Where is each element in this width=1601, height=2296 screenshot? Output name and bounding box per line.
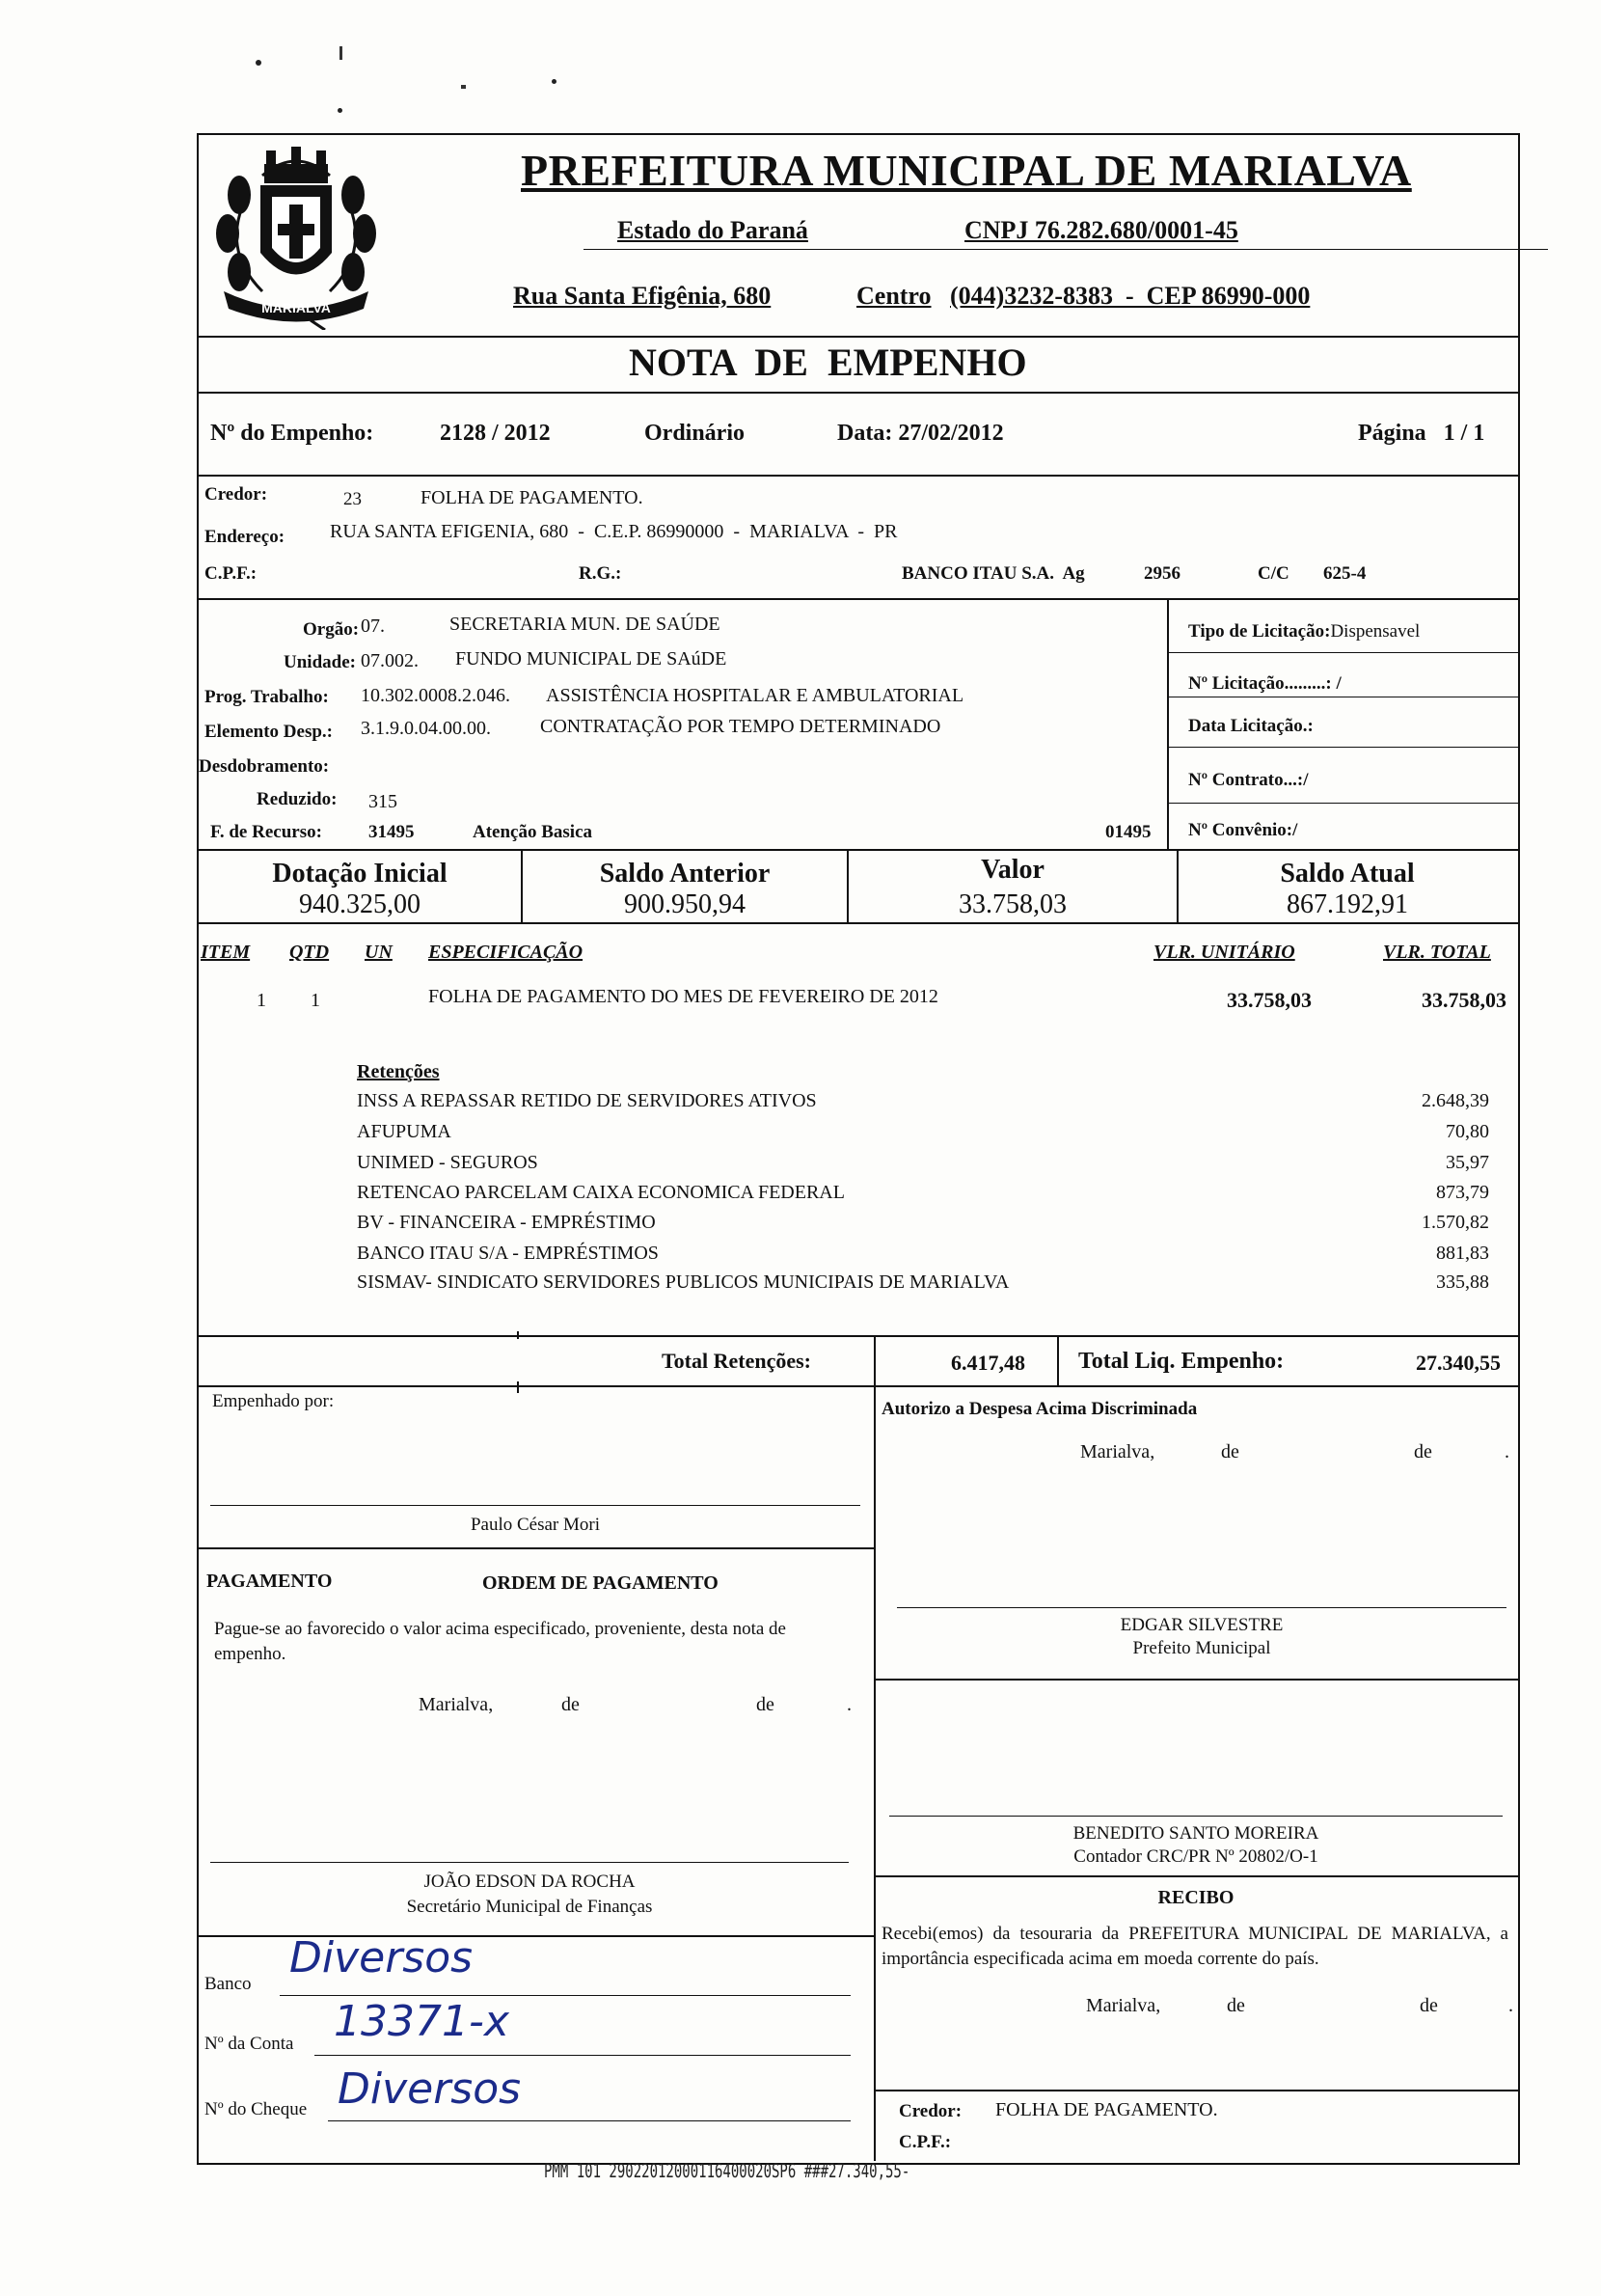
- divider: [197, 392, 1518, 394]
- empenho-number: 2128 / 2012: [440, 421, 551, 446]
- retencao-value: 35,97: [1446, 1152, 1489, 1173]
- item-number: 1: [257, 990, 266, 1011]
- item-unit-value: 33.758,03: [1227, 988, 1312, 1012]
- retencoes-title: Retenções: [357, 1061, 440, 1082]
- recibo-date-dot: .: [1508, 1995, 1513, 2016]
- left-date-city: Marialva,: [419, 1694, 494, 1715]
- conta-label: Nº da Conta: [204, 2034, 294, 2054]
- retencao-value: 1.570,82: [1422, 1212, 1489, 1233]
- tick-mark: [517, 1331, 519, 1339]
- rg-label: R.G.:: [579, 563, 622, 584]
- city-hall-title: PREFEITURA MUNICIPAL DE MARIALVA: [521, 146, 1412, 195]
- balance-dotacao-value: 940.325,00: [299, 889, 421, 919]
- prefeito-title: Prefeito Municipal: [1132, 1638, 1271, 1658]
- recurso-code: 31495: [368, 822, 415, 842]
- col-total-value: VLR. TOTAL: [1383, 942, 1491, 963]
- retencao-label: UNIMED - SEGUROS: [357, 1152, 538, 1173]
- elemento-name: CONTRATAÇÃO POR TEMPO DETERMINADO: [540, 716, 941, 737]
- divider: [1167, 803, 1518, 804]
- licitacao-type-label: [1188, 621, 1420, 642]
- cheque-handwriting: Diversos: [338, 2064, 522, 2114]
- footer-control-code: PMM 101 29022012000116400020SP6 ###27.340,55-: [544, 2161, 910, 2183]
- banco-line: [280, 1995, 851, 1996]
- credor-address: RUA SANTA EFIGENIA, 680 - C.E.P. 86990000 - MARIALVA - PR: [330, 521, 898, 542]
- unidade-label: Unidade:: [284, 652, 356, 672]
- total-liquido-label: Total Liq. Empenho:: [1078, 1349, 1285, 1374]
- left-date-dot: .: [847, 1694, 852, 1715]
- empenho-label: Nº do Empenho:: [210, 421, 374, 446]
- orgao-code: 07.: [361, 615, 385, 637]
- recibo-date-city: Marialva,: [1086, 1995, 1161, 2016]
- licitacao-type-label-text: Tipo de Licitação:: [1188, 621, 1331, 642]
- balance-valor-value: 33.758,03: [959, 889, 1067, 919]
- contract-number: Nº Contrato...:/: [1188, 770, 1309, 790]
- prog-label: Prog. Trabalho:: [204, 687, 329, 707]
- right-date-city: Marialva,: [1080, 1441, 1155, 1462]
- retencao-label: SISMAV- SINDICATO SERVIDORES PUBLICOS MUNICIPAIS DE MARIALVA: [357, 1271, 1010, 1293]
- scan-speck: [552, 79, 556, 84]
- signature-line: [210, 1862, 849, 1863]
- left-date-de2: de: [756, 1694, 774, 1715]
- divider: [197, 475, 1518, 477]
- scan-speck: [461, 85, 466, 89]
- retencao-value: 881,83: [1436, 1243, 1489, 1264]
- divider: [874, 2090, 1518, 2091]
- recibo-date-de2: de: [1420, 1995, 1438, 2016]
- orgao-label: Orgão:: [303, 619, 360, 640]
- autorizo-label: Autorizo a Despesa Acima Discriminada: [882, 1399, 1198, 1419]
- banco-handwriting: Diversos: [289, 1933, 474, 1982]
- retencao-label: AFUPUMA: [357, 1121, 451, 1142]
- banco-label: Banco: [204, 1974, 252, 1994]
- divider: [197, 1335, 1518, 1337]
- divider: [874, 1335, 876, 1385]
- address-street: Rua Santa Efigênia, 680: [513, 282, 772, 310]
- scan-speck: [339, 46, 342, 60]
- divider: [1057, 1335, 1059, 1385]
- bank-agency: 2956: [1144, 563, 1180, 584]
- recurso-label: F. de Recurso:: [210, 822, 322, 842]
- recibo-credor-label: Credor:: [899, 2101, 963, 2121]
- prog-name: ASSISTÊNCIA HOSPITALAR E AMBULATORIAL: [546, 685, 964, 706]
- item-qty: 1: [311, 990, 320, 1011]
- elemento-label: Elemento Desp.:: [204, 722, 333, 742]
- retencao-value: 2.648,39: [1422, 1090, 1489, 1111]
- recurso-extra: 01495: [1105, 822, 1152, 842]
- recurso-name: Atenção Basica: [473, 822, 593, 842]
- cheque-label: Nº do Cheque: [204, 2099, 308, 2119]
- secretary-title: Secretário Municipal de Finanças: [406, 1897, 653, 1917]
- signature-line: [897, 1607, 1506, 1608]
- credor-label: Credor:: [204, 484, 268, 505]
- col-item: ITEM: [201, 942, 251, 963]
- divider: [197, 598, 1518, 600]
- ordem-label: ORDEM DE PAGAMENTO: [482, 1572, 719, 1594]
- empenhado-por-label: Empenhado por:: [212, 1391, 335, 1411]
- divider: [874, 1875, 1518, 1877]
- retencao-label: BV - FINANCEIRA - EMPRÉSTIMO: [357, 1212, 656, 1233]
- contador-name: BENEDITO SANTO MOREIRA: [1072, 1823, 1319, 1844]
- divider: [197, 1385, 1518, 1387]
- licitacao-date: Data Licitação.:: [1188, 716, 1314, 736]
- licitacao-type-value: Dispensavel: [1330, 621, 1421, 642]
- pague-text: Pague-se ao favorecido o valor acima especificado, proveniente, desta nota de empenho.: [214, 1619, 786, 1664]
- signature-line: [210, 1505, 860, 1506]
- col-unit-value: VLR. UNITÁRIO: [1153, 942, 1295, 963]
- page-number: Página 1 / 1: [1358, 421, 1485, 446]
- balance-saldo-anterior-value: 900.950,94: [624, 889, 746, 919]
- item-spec: FOLHA DE PAGAMENTO DO MES DE FEVEREIRO DE 2012: [428, 986, 938, 1007]
- empenho-type: Ordinário: [644, 421, 746, 446]
- convenio-number: Nº Convênio:/: [1188, 820, 1298, 840]
- account-label: C/C: [1258, 563, 1289, 584]
- bank-name: BANCO ITAU S.A. Ag: [902, 563, 1085, 584]
- balance-saldo-atual-value: 867.192,91: [1287, 889, 1408, 919]
- recibo-text: Recebi(emos) da tesouraria da PREFEITURA MUNICIPAL DE MARIALVA, a importância especificada acima em moeda corrente do país.: [882, 1924, 1508, 1969]
- licitacao-number: Nº Licitação.........: /: [1188, 673, 1342, 694]
- cnpj: CNPJ 76.282.680/0001-45: [964, 216, 1238, 244]
- divider: [1167, 747, 1518, 748]
- divider: [1167, 598, 1169, 849]
- secretary-name: JOÃO EDSON DA ROCHA: [423, 1872, 636, 1892]
- retencao-value: 335,88: [1436, 1271, 1489, 1293]
- total-retencoes-value: 6.417,48: [951, 1351, 1025, 1375]
- balance-valor-label: Valor: [981, 855, 1045, 885]
- contador-title: Contador CRC/PR Nº 20802/O-1: [1073, 1846, 1318, 1867]
- recibo-cpf-label: C.P.F.:: [899, 2132, 952, 2152]
- right-date-de1: de: [1221, 1441, 1239, 1462]
- header-rule: [583, 249, 1548, 250]
- cpf-label: C.P.F.:: [204, 563, 258, 584]
- tick-mark: [517, 1381, 519, 1393]
- address-district: Centro: [856, 282, 932, 310]
- municipal-seal: [204, 137, 388, 330]
- document-title: NOTA DE EMPENHO: [629, 341, 1027, 384]
- prefeito-name: EDGAR SILVESTRE: [1120, 1615, 1284, 1635]
- cheque-line: [328, 2120, 851, 2121]
- elemento-code: 3.1.9.0.04.00.00.: [361, 718, 491, 739]
- divider: [197, 1547, 874, 1549]
- prog-code: 10.302.0008.2.046.: [361, 685, 510, 706]
- pagamento-label: PAGAMENTO: [206, 1571, 333, 1592]
- total-retencoes-label: Total Retenções:: [662, 1349, 811, 1373]
- bank-account: 625-4: [1323, 563, 1367, 584]
- right-date-dot: .: [1505, 1441, 1509, 1462]
- retencao-value: 873,79: [1436, 1182, 1489, 1203]
- state-name: Estado do Paraná: [617, 216, 808, 244]
- recibo-credor-name: FOLHA DE PAGAMENTO.: [995, 2099, 1218, 2120]
- divider: [197, 336, 1518, 338]
- conta-handwriting: 13371-x: [334, 1997, 509, 2046]
- divider: [197, 922, 1518, 924]
- credor-name: FOLHA DE PAGAMENTO.: [421, 487, 643, 508]
- balance-saldo-anterior-label: Saldo Anterior: [599, 859, 771, 888]
- empenho-date: Data: 27/02/2012: [837, 421, 1004, 446]
- balance-dotacao-label: Dotação Inicial: [272, 859, 448, 888]
- scan-speck: [256, 60, 261, 66]
- orgao-name: SECRETARIA MUN. DE SAÚDE: [449, 614, 720, 635]
- item-total-value: 33.758,03: [1422, 988, 1506, 1012]
- empenhado-signer: Paulo César Mori: [470, 1515, 601, 1535]
- total-liquido-value: 27.340,55: [1416, 1351, 1501, 1375]
- address-label: Endereço:: [204, 527, 285, 547]
- retencao-label: INSS A REPASSAR RETIDO DE SERVIDORES ATIVOS: [357, 1090, 817, 1111]
- phone-cep: (044)3232-8383 - CEP 86990-000: [950, 282, 1311, 310]
- divider: [874, 1385, 876, 2161]
- divider: [197, 849, 1518, 851]
- retencao-label: RETENCAO PARCELAM CAIXA ECONOMICA FEDERAL: [357, 1182, 845, 1203]
- unidade-code: 07.002.: [361, 650, 419, 671]
- recibo-title: RECIBO: [1157, 1887, 1235, 1908]
- desdobramento-label: Desdobramento:: [199, 756, 330, 777]
- reduzido-value: 315: [368, 791, 397, 812]
- retencao-value: 70,80: [1446, 1121, 1489, 1142]
- scan-speck: [338, 108, 342, 113]
- balance-saldo-atual-label: Saldo Atual: [1280, 859, 1415, 888]
- reduzido-label: Reduzido:: [257, 789, 338, 809]
- unidade-name: FUNDO MUNICIPAL DE SAúDE: [455, 648, 727, 670]
- credor-code: 23: [343, 489, 362, 509]
- right-date-de2: de: [1414, 1441, 1432, 1462]
- signature-line: [889, 1816, 1503, 1817]
- divider: [1167, 652, 1518, 653]
- recibo-date-de1: de: [1227, 1995, 1245, 2016]
- left-date-de1: de: [561, 1694, 580, 1715]
- seal-ribbon-text: MARIALVA: [261, 300, 331, 315]
- col-un: UN: [365, 942, 393, 963]
- col-qtd: QTD: [289, 942, 330, 963]
- divider: [874, 1679, 1518, 1681]
- conta-line: [314, 2055, 851, 2056]
- col-spec: ESPECIFICAÇÃO: [428, 942, 583, 963]
- retencao-label: BANCO ITAU S/A - EMPRÉSTIMOS: [357, 1243, 659, 1264]
